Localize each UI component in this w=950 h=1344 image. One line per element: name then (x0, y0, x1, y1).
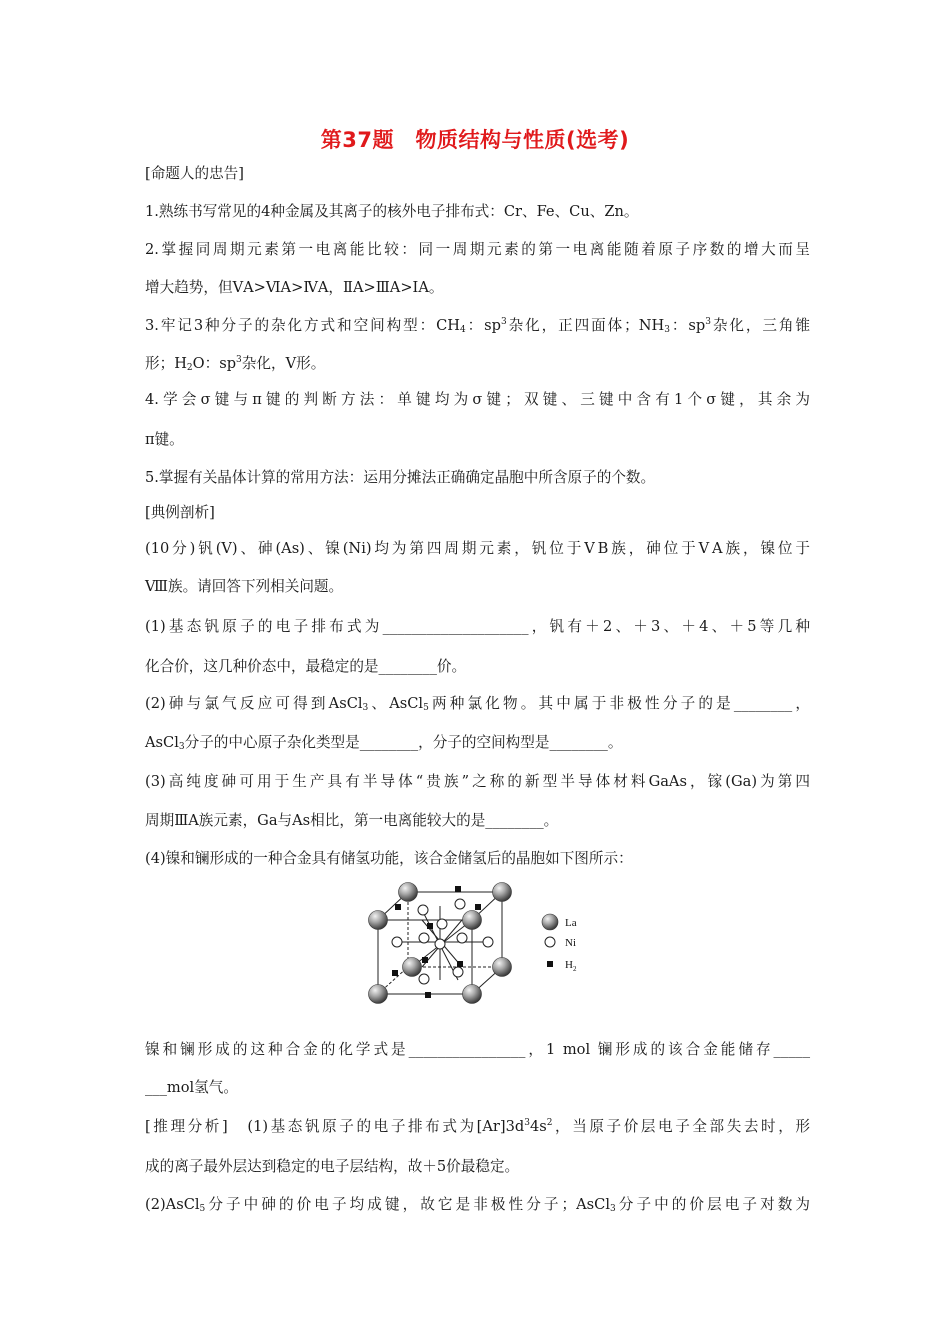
crystal-cell-figure (362, 880, 602, 1010)
ni-atom (435, 939, 445, 949)
question-2-line-2: AsCl$_3$分子的中心原子杂化类型是________，分子的空间构型是________。 (145, 734, 623, 752)
la-atom (463, 985, 482, 1004)
la-atom (369, 985, 388, 1004)
legend-ni-label: Ni (565, 937, 576, 949)
analysis-line-1: [推理分析] (1)基态钒原子的电子排布式为$[Ar]3d^34s^2$，当原子价层电子全部失去时，形 (145, 1118, 810, 1135)
ni-atom (392, 937, 402, 947)
question-1-line-1: (1)基态钒原子的电子排布式为____________________，钒有＋2、＋3、＋4、＋5等几种 (145, 618, 810, 635)
ni-atom (453, 967, 463, 977)
h2-marker (457, 961, 463, 967)
la-atom (399, 883, 418, 902)
question-1-line-2: 化合价，这几种价态中，最稳定的是________价。 (145, 658, 467, 675)
ni-atom (418, 905, 428, 915)
advice-item-4-line-2: π键。 (145, 431, 184, 448)
legend-la-swatch (542, 914, 558, 930)
question-4-answer-line-1: 镍和镧形成的这种合金的化学式是________________，1 mol 镧形成的该合金能储存_____ (145, 1041, 810, 1058)
h2-marker (425, 992, 431, 998)
example-intro-line-1: (10分)钒(V)、砷(As)、镍(Ni)均为第四周期元素，钒位于ⅤB族，砷位于ⅤA族，镍位于 (145, 540, 810, 557)
advice-item-2-line-1: 2.掌握同周期元素第一电离能比较：同一周期元素的第一电离能随着原子序数的增大而呈 (145, 241, 810, 258)
advice-item-4-line-1: 4.学会σ键与π键的判断方法：单键均为σ键；双键、三键中含有1个σ键，其余为 (145, 391, 810, 408)
la-atom (463, 911, 482, 930)
advice-item-3-line-2: 形；$H_2O$：$sp^3$杂化，V形。 (145, 355, 326, 373)
la-atom (403, 958, 422, 977)
question-2-line-1: (2)砷与氯气反应可得到AsCl$_3$、AsCl$_5$两种氯化物。其中属于非极性分子的是________， (145, 695, 810, 713)
analysis-line-2: 成的离子最外层达到稳定的电子层结构，故＋5价最稳定。 (145, 1158, 520, 1175)
analysis-line-3: (2)AsCl$_5$分子中砷的价电子均成键，故它是非极性分子；AsCl$_3$分子中的价层电子对数为 (145, 1196, 810, 1214)
legend-h2-swatch (547, 961, 553, 967)
la-atom (369, 911, 388, 930)
advice-item-1: 1.熟练书写常见的4种金属及其离子的核外电子排布式：Cr、Fe、Cu、Zn。 (145, 203, 639, 220)
h2-marker (422, 957, 428, 963)
example-intro-line-2: Ⅷ族。请回答下列相关问题。 (145, 578, 344, 595)
legend-h2-label: $H_2$ (565, 959, 577, 973)
question-4: (4)镍和镧形成的一种合金具有储氢功能，该合金储氢后的晶胞如下图所示： (145, 850, 633, 867)
legend-la-label: La (565, 917, 577, 929)
ni-atom (419, 974, 429, 984)
advice-item-2-line-2: 增大趋势，但ⅤA>ⅥA>ⅣA，ⅡA>ⅢA>ⅠA。 (145, 279, 444, 296)
h2-marker (427, 923, 433, 929)
ni-atom (457, 933, 467, 943)
advice-header: [命题人的忠告] (145, 165, 244, 182)
ni-atom (483, 937, 493, 947)
h2-marker (475, 904, 481, 910)
h2-marker (392, 970, 398, 976)
legend-ni-swatch (545, 937, 555, 947)
legend (542, 914, 577, 973)
h2-marker (395, 904, 401, 910)
example-header: [典例剖析] (145, 504, 215, 521)
question-3-line-2: 周期ⅢA族元素，Ga与As相比，第一电离能较大的是________。 (145, 812, 559, 829)
advice-item-5: 5.掌握有关晶体计算的常用方法：运用分摊法正确确定晶胞中所含原子的个数。 (145, 469, 656, 486)
h2-marker (455, 886, 461, 892)
ni-atom (419, 933, 429, 943)
question-4-answer-line-2: ___mol氢气。 (145, 1079, 238, 1096)
ni-atom (437, 919, 447, 929)
advice-item-3-line-1: 3.牢记3种分子的杂化方式和空间构型：$CH_4$：$sp^3$杂化，正四面体；$NH_3$：$sp^3$杂化，三角锥 (145, 317, 810, 335)
ni-atom (455, 899, 465, 909)
page-title: 第37题 物质结构与性质(选考) (320, 128, 630, 152)
question-3-line-1: (3)高纯度砷可用于生产具有半导体“贵族”之称的新型半导体材料GaAs，镓(Ga)为第四 (145, 773, 810, 790)
la-atom (493, 958, 512, 977)
la-atom (493, 883, 512, 902)
